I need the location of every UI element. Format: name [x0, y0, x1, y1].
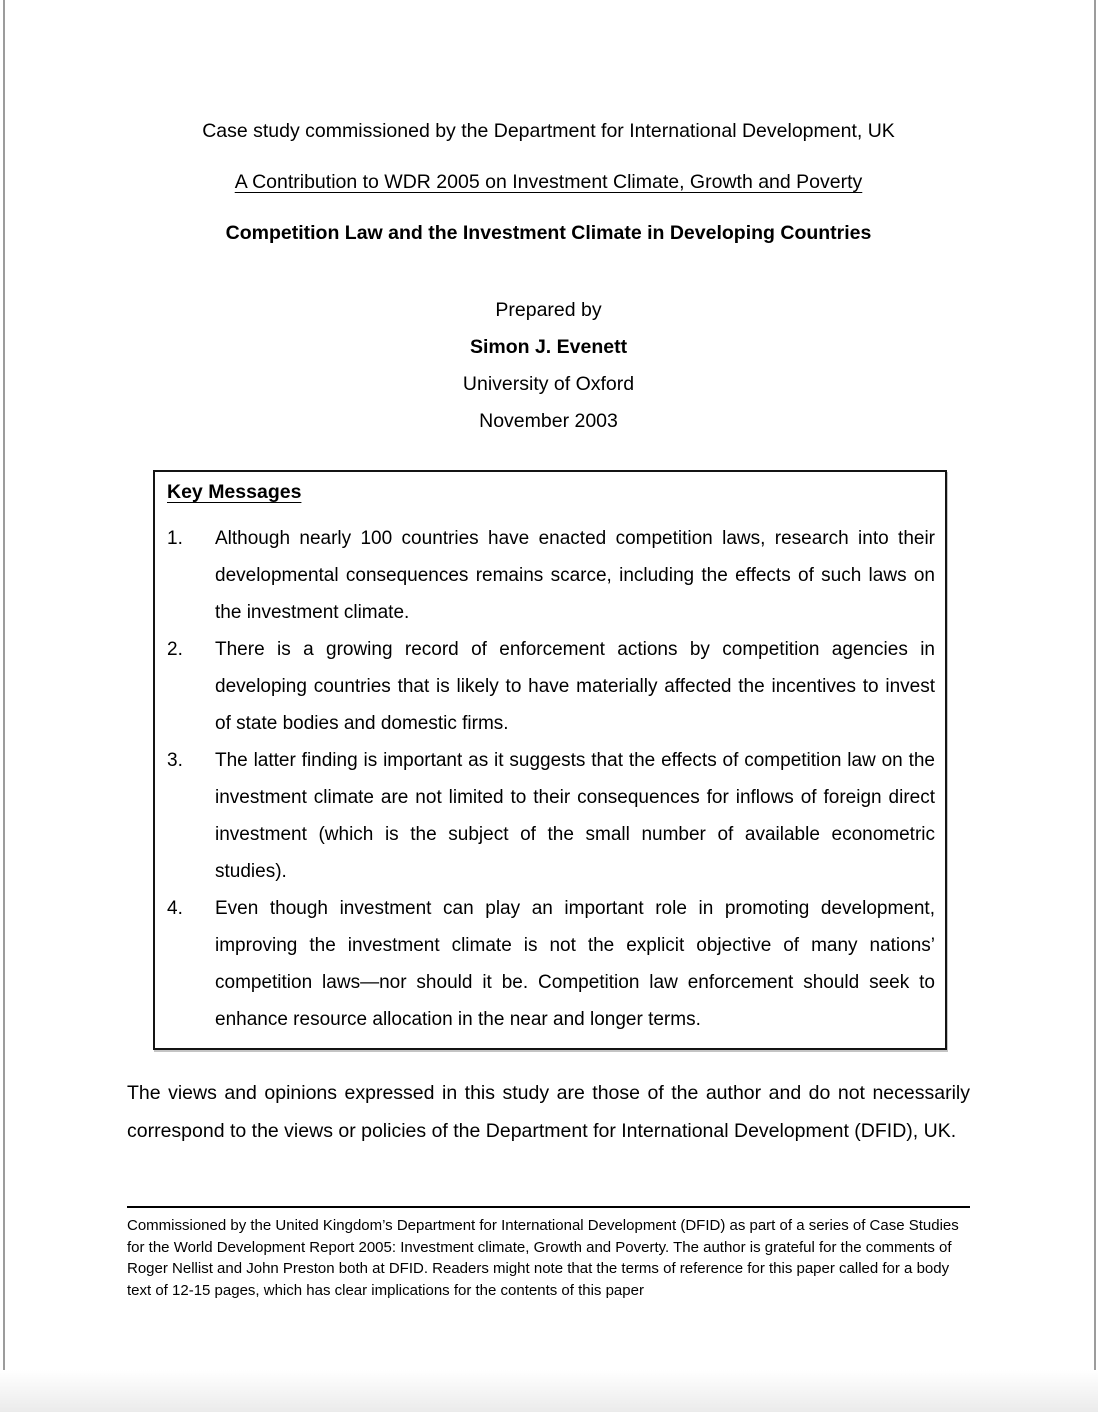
key-message-number: 3.	[167, 750, 183, 771]
commission-line: Case study commissioned by the Department for International Development, UK	[202, 120, 895, 142]
paper-title: Competition Law and the Investment Climate in Developing Countries	[225, 222, 872, 244]
page-left-edge	[3, 0, 5, 1412]
key-message-item-3	[167, 742, 935, 890]
page-right-edge	[1094, 0, 1096, 1412]
footnote-text: Commissioned by the United Kingdom’s Department for International Development (DFID) as part of a series of Case Studies for the World Development Report 2005: Investment climate, Growth and Poverty. The author is grateful for the comments of Roger Nellist and John Preston both at DFID. Readers might note that the terms of reference for this paper called for a body text of 12-15 pages, which has clear implications for the contents of this paper	[127, 1217, 959, 1299]
publication-date: November 2003	[479, 410, 618, 432]
footnote-separator	[127, 1206, 970, 1208]
footnote-section	[127, 1206, 970, 1301]
key-message-text: Although nearly 100 countries have enacted competition laws, research into their developmental consequences remains scarce, including the effects of such laws on the investment climate.	[215, 528, 935, 623]
page-content	[127, 0, 970, 1301]
key-message-text: The latter finding is important as it suggests that the effects of competition law on the investment climate are not limited to their consequences for inflows of foreign direct investment (which is the subject of the small number of available econometric studies).	[215, 750, 935, 882]
key-message-number: 1.	[167, 528, 183, 549]
key-messages-box	[153, 470, 947, 1050]
byline-block	[127, 292, 970, 440]
key-message-number: 4.	[167, 898, 183, 919]
prepared-by-label: Prepared by	[495, 299, 602, 321]
key-messages-heading: Key Messages	[167, 481, 302, 503]
key-message-item-1	[167, 520, 935, 631]
key-message-text: There is a growing record of enforcement actions by competition agencies in developing countries that is likely to have materially affected the incentives to invest of state bodies and domestic firms.	[215, 639, 935, 734]
author-affiliation: University of Oxford	[462, 373, 635, 395]
author-name: Simon J. Evenett	[469, 336, 628, 358]
disclaimer-paragraph: The views and opinions expressed in this study are those of the author and do not necessarily correspond to the views or policies of the Department for International Development (DFID), UK.	[127, 1082, 970, 1142]
key-message-number: 2.	[167, 639, 183, 660]
series-line: A Contribution to WDR 2005 on Investment Climate, Growth and Poverty	[234, 171, 863, 193]
key-message-item-2	[167, 631, 935, 742]
key-message-item-4	[167, 890, 935, 1038]
key-message-text: Even though investment can play an important role in promoting development, improving the investment climate is not the explicit objective of many nations’ competition laws—nor should it be. Competition law enforcement should seek to enhance resource allocation in the near and longer terms.	[215, 898, 935, 1030]
page-bottom-shadow	[0, 1370, 1098, 1412]
